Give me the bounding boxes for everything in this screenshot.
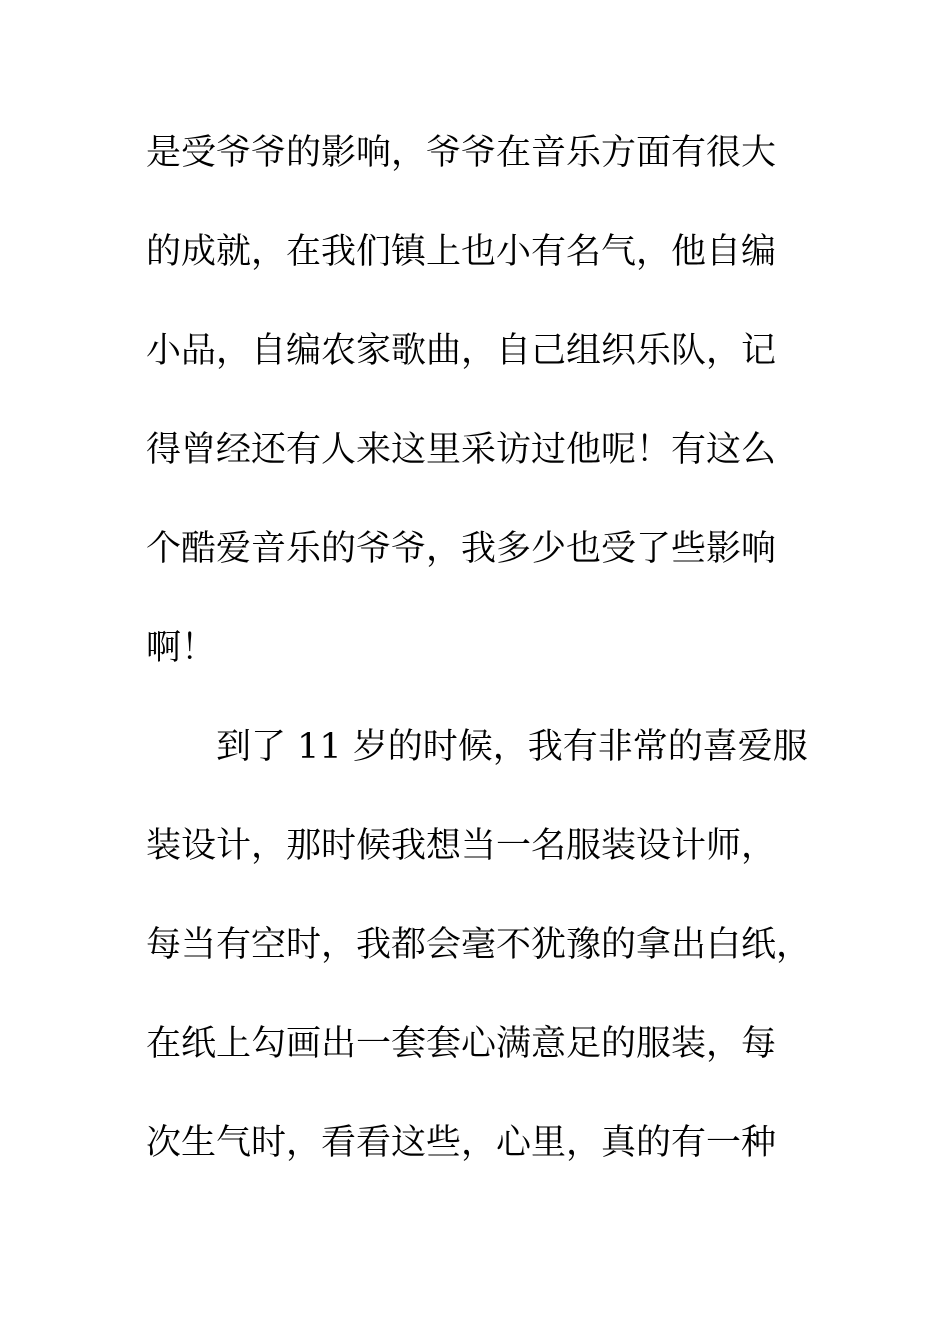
text-line-4: 得曾经还有人来这里采访过他呢！有这么 xyxy=(146,430,777,470)
text-line-5: 个酷爱音乐的爷爷，我多少也受了些影响 xyxy=(146,529,777,569)
text-line-8: 装设计，那时候我想当一名服装设计师， xyxy=(146,826,777,866)
text-line-9: 每当有空时，我都会毫不犹豫的拿出白纸， xyxy=(146,925,812,965)
text-line-11: 次生气时，看看这些，心里，真的有一种 xyxy=(146,1123,777,1163)
text-line-10: 在纸上勾画出一套套心满意足的服装，每 xyxy=(146,1024,777,1064)
text-line-3: 小品，自编农家歌曲，自己组织乐队，记 xyxy=(146,331,777,371)
text-line-2: 的成就，在我们镇上也小有名气，他自编 xyxy=(146,232,777,272)
text-line-6: 啊！ xyxy=(146,628,217,668)
paragraph-start-line: 到了 11 岁的时候，我有非常的喜爱服 xyxy=(216,727,808,767)
text-line-1: 是受爷爷的影响，爷爷在音乐方面有很大 xyxy=(146,133,777,173)
